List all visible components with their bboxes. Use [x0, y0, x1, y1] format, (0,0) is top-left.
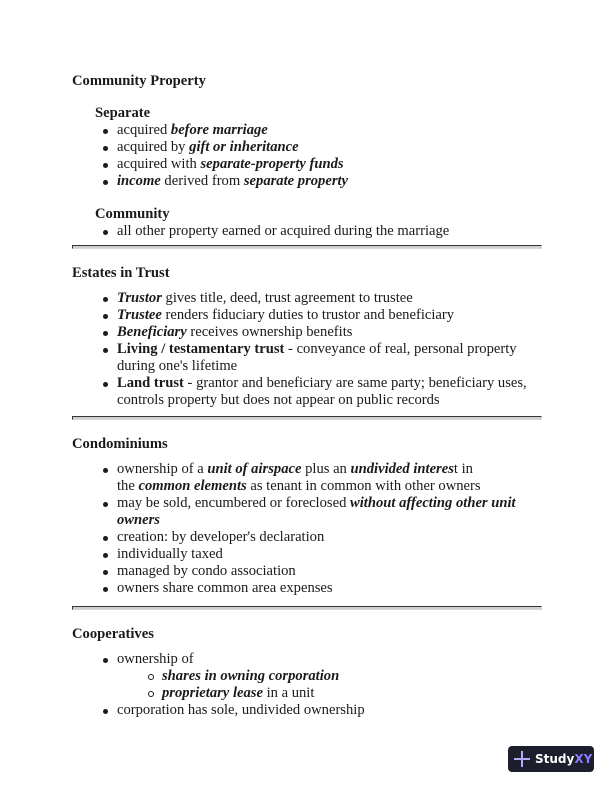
estates-list	[117, 290, 542, 409]
section-title-condominiums: Condominiums	[72, 436, 168, 452]
list-item: acquired by gift or inheritance	[117, 139, 537, 156]
condominiums-list	[117, 461, 542, 597]
plus-icon	[514, 751, 530, 767]
subheading-separate: Separate	[95, 105, 151, 121]
brand-name: StudyXY	[535, 751, 593, 766]
separate-list	[117, 122, 537, 190]
sub-list-item: shares in owning corporation	[162, 668, 542, 685]
section-divider	[72, 606, 542, 610]
subheading-community: Community	[95, 206, 170, 222]
list-item: creation: by developer's declaration	[117, 529, 542, 546]
section-title-estates-in-trust: Estates in Trust	[72, 265, 170, 281]
list-item: owners share common area expenses	[117, 580, 542, 597]
list-item: Trustee renders fiduciary duties to trustor and beneficiary	[117, 307, 542, 324]
list-item: Land trust - grantor and beneficiary are same party; beneficiary uses, controls property but does not appear on public records	[117, 375, 542, 409]
list-item: acquired before marriage	[117, 122, 537, 139]
list-item: may be sold, encumbered or foreclosed without affecting other unit owners	[117, 495, 542, 529]
list-item: Living / testamentary trust - conveyance of real, personal property during one's lifetime	[117, 341, 542, 375]
studyxy-badge[interactable]	[508, 746, 594, 772]
sub-list	[117, 668, 542, 702]
sub-list-item: proprietary lease in a unit	[162, 685, 542, 702]
list-item: acquired with separate-property funds	[117, 156, 537, 173]
list-item: all other property earned or acquired during the marriage	[117, 223, 537, 240]
list-item: ownership of a unit of airspace plus an undivided interest in the common elements as tenant in common with other owners	[117, 461, 542, 495]
list-item: individually taxed	[117, 546, 542, 563]
list-item: Trustor gives title, deed, trust agreement to trustee	[117, 290, 542, 307]
section-divider	[72, 245, 542, 249]
cooperatives-list	[117, 651, 542, 719]
list-item: ownership of shares in owning corporation proprietary lease in a unit	[117, 651, 542, 702]
list-item: income derived from separate property	[117, 173, 537, 190]
community-list	[117, 223, 537, 240]
section-divider	[72, 416, 542, 420]
section-title-cooperatives: Cooperatives	[72, 626, 154, 642]
list-item: managed by condo association	[117, 563, 542, 580]
list-item: corporation has sole, undivided ownership	[117, 702, 542, 719]
section-title-community-property: Community Property	[72, 73, 206, 89]
list-item: Beneficiary receives ownership benefits	[117, 324, 542, 341]
